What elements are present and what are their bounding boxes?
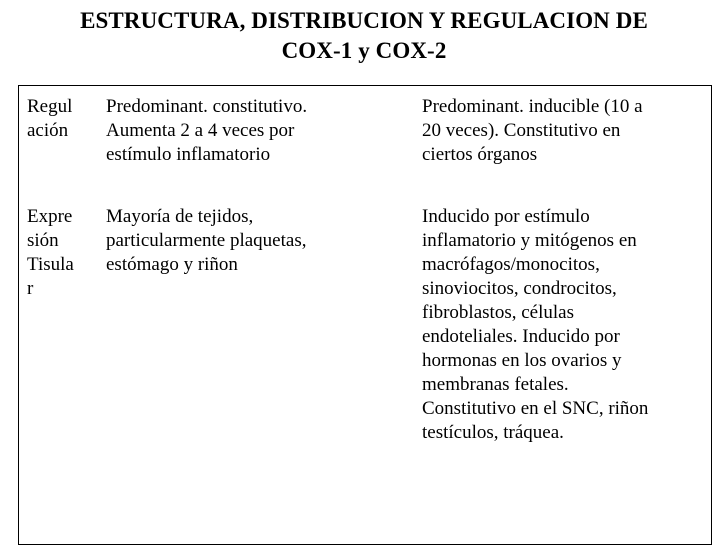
row-label-line: sión	[27, 230, 59, 251]
cell-line: macrófagos/monocitos,	[422, 254, 600, 275]
cell-line: Inducido por estímulo	[422, 206, 590, 227]
cell-line: estómago y riñon	[106, 254, 238, 275]
cell-line: membranas fetales.	[422, 374, 569, 395]
row-label-line: Regul	[27, 96, 73, 117]
row-label-line: Expre	[27, 206, 73, 227]
row-label-line: ación	[27, 120, 69, 141]
cell-line: sinoviocitos, condrocitos,	[422, 278, 617, 299]
row-label-expresion-tisular	[27, 205, 89, 301]
comparison-table	[18, 85, 712, 545]
row-label-regulacion	[27, 95, 89, 143]
cox2-cell-regulacion	[422, 95, 710, 167]
cell-line: particularmente plaquetas,	[106, 230, 307, 251]
cox1-cell-regulacion	[106, 95, 396, 167]
row-label-line: r	[27, 278, 34, 299]
cell-line: Predominant. constitutivo.	[106, 96, 308, 117]
cell-line: estímulo inflamatorio	[106, 144, 271, 165]
title-line-2: COX-1 y COX-2	[281, 38, 447, 63]
cell-line: inflamatorio y mitógenos en	[422, 230, 637, 251]
cox1-cell-expresion-tisular	[106, 205, 396, 277]
cell-line: Mayoría de tejidos,	[106, 206, 254, 227]
cox2-cell-expresion-tisular	[422, 205, 710, 445]
cell-line: fibroblastos, células	[422, 302, 574, 323]
row-label-line: Tisula	[27, 254, 74, 275]
cell-line: endoteliales. Inducido por	[422, 326, 620, 347]
cell-line: ciertos órganos	[422, 144, 538, 165]
cell-line: hormonas en los ovarios y	[422, 350, 622, 371]
title-line-1: ESTRUCTURA, DISTRIBUCION Y REGULACION DE	[80, 8, 648, 33]
cell-line: Predominant. inducible (10 a	[422, 96, 643, 117]
cell-line: Aumenta 2 a 4 veces por	[106, 120, 295, 141]
cell-line: testículos, tráquea.	[422, 422, 564, 443]
cell-line: 20 veces). Constitutivo en	[422, 120, 621, 141]
page-title	[0, 6, 728, 66]
cell-line: Constitutivo en el SNC, riñon	[422, 398, 649, 419]
